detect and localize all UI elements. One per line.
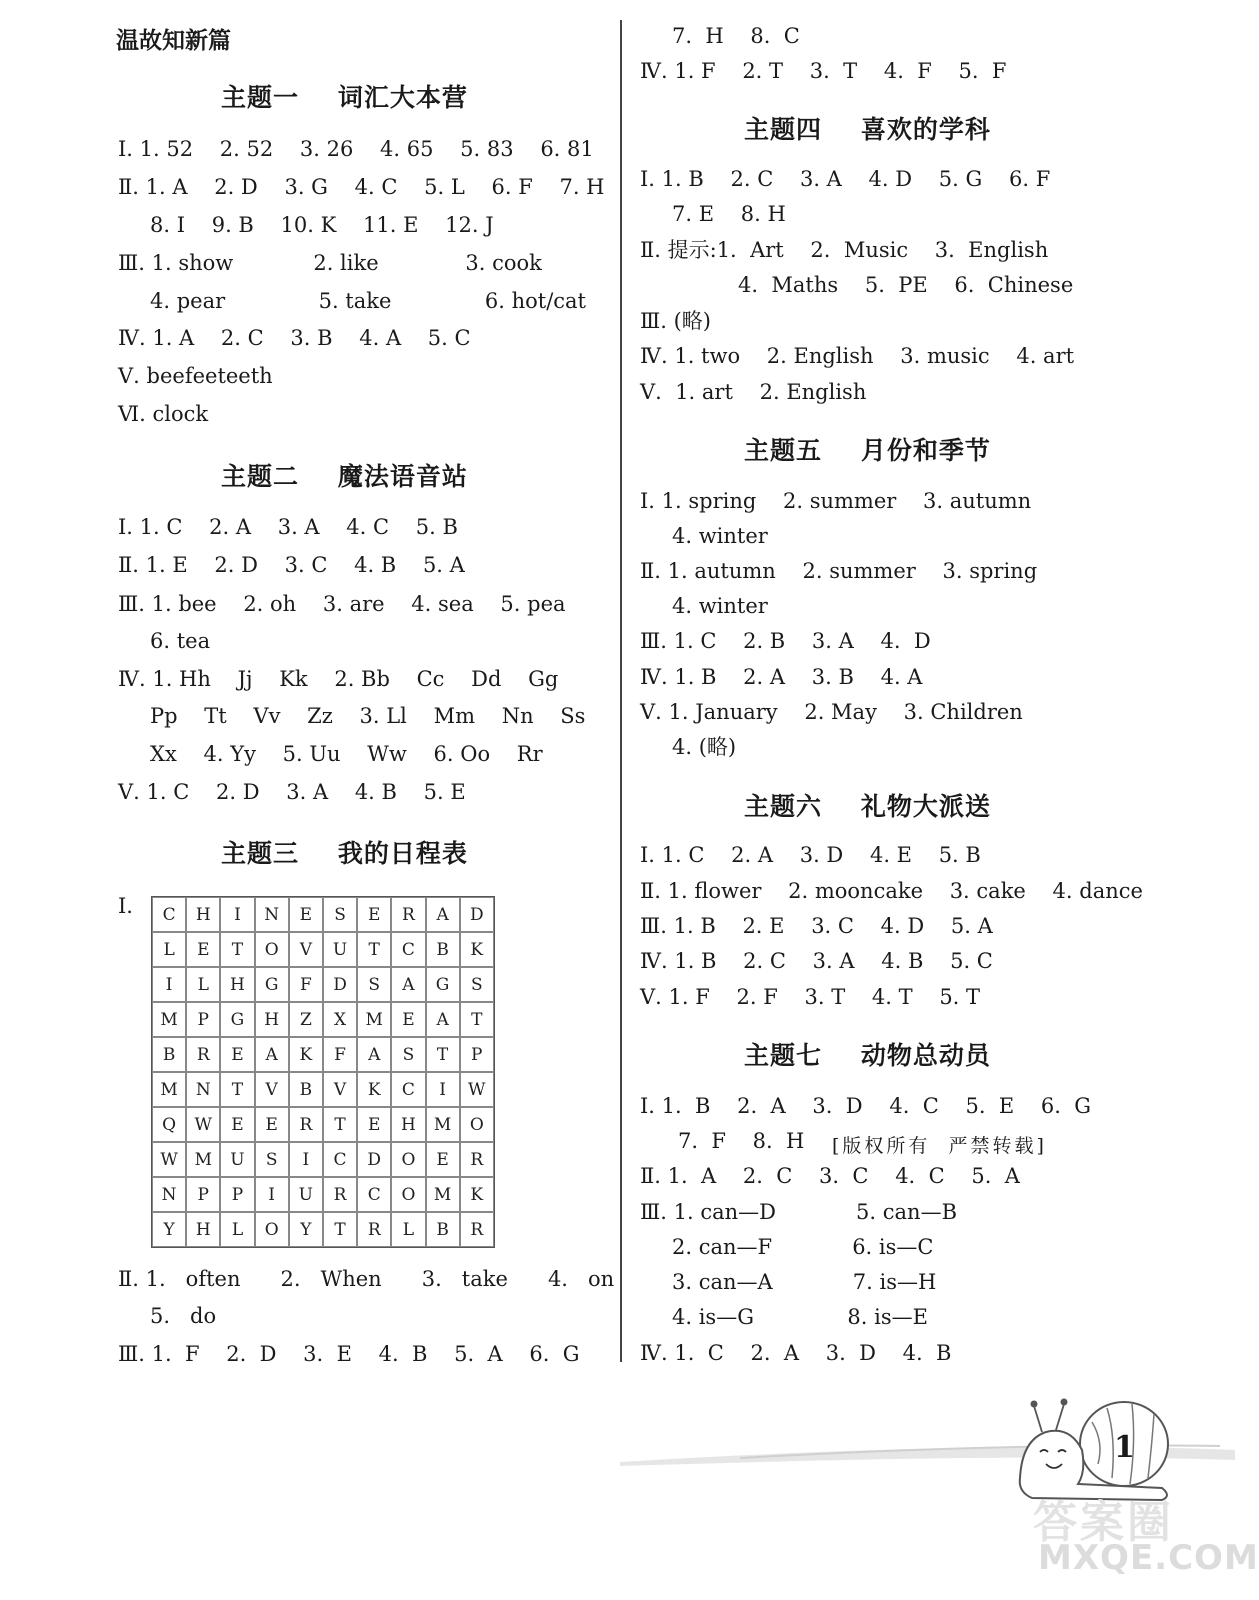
topic1-heading: 主题一 词汇大本营 [221, 83, 468, 112]
grid-cell: O [255, 1212, 289, 1247]
grid-cell: P [220, 1177, 254, 1212]
grid-cell: E [357, 897, 391, 932]
grid-cell: N [152, 1177, 186, 1212]
grid-cell: T [460, 1002, 494, 1037]
watermark-url: MXQE.COM [1038, 1538, 1259, 1578]
answer-line: 4. pear 5. take 6. hot/cat [150, 289, 586, 313]
grid-cell: N [186, 1072, 220, 1107]
grid-cell: M [357, 1002, 391, 1037]
answer-line: Ⅳ. 1. B 2. C 3. A 4. B 5. C [640, 949, 993, 973]
grid-cell: M [152, 1072, 186, 1107]
grid-cell: E [426, 1142, 460, 1177]
grid-cell: Y [152, 1212, 186, 1247]
answer-line: 4. is—G 8. is—E [672, 1305, 928, 1329]
grid-cell: T [220, 1072, 254, 1107]
grid-cell: E [357, 1107, 391, 1142]
grid-cell: T [323, 1212, 357, 1247]
grid-cell: E [255, 1107, 289, 1142]
grid-cell: I [152, 967, 186, 1002]
topic4-heading: 主题四 喜欢的学科 [744, 115, 991, 144]
grid-cell: W [460, 1072, 494, 1107]
answer-line: 8. I 9. B 10. K 11. E 12. J [150, 213, 494, 237]
grid-cell: I [289, 1142, 323, 1177]
grid-cell: O [460, 1107, 494, 1142]
grid-cell: G [255, 967, 289, 1002]
answer-line: Ⅱ. 提示:1. Art 2. Music 3. English [640, 238, 1049, 262]
answer-line: Ⅲ. 1. show 2. like 3. cook [118, 251, 542, 275]
answer-line: Xx 4. Yy 5. Uu Ww 6. Oo Rr [150, 742, 543, 766]
answer-line: Ⅳ. 1. two 2. English 3. music 4. art [640, 344, 1075, 368]
grid-cell: W [152, 1142, 186, 1177]
section-label: 温故知新篇 [116, 28, 231, 54]
grid-cell: S [391, 1037, 425, 1072]
grid-cell: Z [289, 1002, 323, 1037]
answer-line: Ⅱ. 1. flower 2. mooncake 3. cake 4. dance [640, 879, 1143, 903]
answer-line: Ⅳ. 1. A 2. C 3. B 4. A 5. C [118, 326, 471, 350]
answer-line: Ⅳ. 1. F 2. T 3. T 4. F 5. F [640, 59, 1007, 83]
grid-cell: T [357, 932, 391, 967]
grid-cell: R [186, 1037, 220, 1072]
grid-cell: V [289, 932, 323, 967]
answer-line: Ⅳ. 1. Hh Jj Kk 2. Bb Cc Dd Gg [118, 667, 559, 691]
grid-cell: D [323, 967, 357, 1002]
grid-cell: H [255, 1002, 289, 1037]
answer-line: 4. winter [672, 594, 768, 618]
grid-cell: T [220, 932, 254, 967]
answer-line: Ⅱ. 1. autumn 2. summer 3. spring [640, 559, 1038, 583]
answer-line: Ⅰ. 1. 52 2. 52 3. 26 4. 65 5. 83 6. 81 [118, 137, 594, 161]
topic3-heading: 主题三 我的日程表 [221, 839, 468, 868]
grid-cell: H [391, 1107, 425, 1142]
answer-line: Ⅲ. 1. can—D 5. can—B [640, 1200, 958, 1224]
grid-cell: C [391, 932, 425, 967]
grid-cell: K [460, 932, 494, 967]
grid-cell: A [357, 1037, 391, 1072]
grid-cell: C [323, 1142, 357, 1177]
word-search-grid [151, 896, 495, 1248]
grid-cell: R [460, 1212, 494, 1247]
grid-cell: E [220, 1037, 254, 1072]
grid-cell: V [323, 1072, 357, 1107]
answer-line: Ⅴ. beefeeteeth [118, 364, 273, 388]
grid-cell: U [323, 932, 357, 967]
grid-cell: B [289, 1072, 323, 1107]
grid-cell: I [426, 1072, 460, 1107]
answer-line: 6. tea [150, 629, 211, 653]
answer-line: Ⅴ. 1. F 2. F 3. T 4. T 5. T [640, 985, 981, 1009]
grid-cell: B [426, 932, 460, 967]
grid-cell: R [323, 1177, 357, 1212]
grid-cell: H [186, 897, 220, 932]
grid-cell: O [391, 1142, 425, 1177]
answer-line: Pp Tt Vv Zz 3. Ll Mm Nn Ss [150, 704, 586, 728]
grid-cell: T [323, 1107, 357, 1142]
grid-cell: D [357, 1142, 391, 1177]
grid-cell: E [220, 1107, 254, 1142]
page-number: 1 [1114, 1430, 1135, 1465]
answer-line: Ⅱ. 1. A 2. C 3. C 4. C 5. A [640, 1164, 1020, 1188]
answer-line: Ⅴ. 1. C 2. D 3. A 4. B 5. E [118, 780, 466, 804]
answer-line: 3. can—A 7. is—H [672, 1270, 937, 1294]
answer-line: Ⅵ. clock [118, 402, 209, 426]
copyright-notice: [版权所有 严禁转载] [832, 1135, 1047, 1157]
grid-cell: V [255, 1072, 289, 1107]
answer-line: Ⅱ. 1. A 2. D 3. G 4. C 5. L 6. F 7. H [118, 175, 605, 199]
grid-cell: S [460, 967, 494, 1002]
grid-cell: M [426, 1107, 460, 1142]
answer-line: Ⅰ. 1. C 2. A 3. A 4. C 5. B [118, 515, 458, 539]
answer-line: Ⅴ. 1. January 2. May 3. Children [640, 700, 1023, 724]
answer-line: Ⅰ. 1. spring 2. summer 3. autumn [640, 489, 1032, 513]
answer-line: Ⅲ. (略) [640, 309, 711, 333]
grid-cell: A [426, 897, 460, 932]
answer-line: Ⅴ. 1. art 2. English [640, 380, 867, 404]
grid-cell: K [460, 1177, 494, 1212]
watermark-text: 答案圈 [1033, 1497, 1174, 1548]
grid-cell: S [357, 967, 391, 1002]
grid-cell: B [426, 1212, 460, 1247]
answer-line: Ⅲ. 1. C 2. B 3. A 4. D [640, 629, 931, 653]
answer-line: Ⅲ. 1. B 2. E 3. C 4. D 5. A [640, 914, 993, 938]
grid-cell: R [391, 897, 425, 932]
grid-cell: P [186, 1177, 220, 1212]
grid-cell: H [186, 1212, 220, 1247]
grid-cell: Y [289, 1212, 323, 1247]
grid-cell: G [426, 967, 460, 1002]
grid-cell: S [323, 897, 357, 932]
answer-line: Ⅰ. 1. C 2. A 3. D 4. E 5. B [640, 843, 981, 867]
answer-line: Ⅳ. 1. B 2. A 3. B 4. A [640, 665, 923, 689]
answer-line: 7. H 8. C [672, 24, 800, 48]
grid-cell: E [186, 932, 220, 967]
grid-cell: L [220, 1212, 254, 1247]
grid-cell: E [289, 897, 323, 932]
grid-cell: G [220, 1002, 254, 1037]
answer-line: Ⅲ. 1. bee 2. oh 3. are 4. sea 5. pea [118, 592, 566, 616]
grid-cell: H [220, 967, 254, 1002]
topic5-heading: 主题五 月份和季节 [744, 436, 991, 465]
answer-line: Ⅲ. 1. F 2. D 3. E 4. B 5. A 6. G [118, 1342, 580, 1366]
grid-cell: C [391, 1072, 425, 1107]
roman-numeral: Ⅰ. [118, 894, 133, 918]
grid-cell: I [220, 897, 254, 932]
answer-line: Ⅱ. 1. often 2. When 3. take 4. on [118, 1267, 615, 1291]
grid-cell: T [426, 1037, 460, 1072]
grid-cell: S [255, 1142, 289, 1177]
grid-cell: A [426, 1002, 460, 1037]
grid-cell: R [460, 1142, 494, 1177]
answer-line: Ⅰ. 1. B 2. A 3. D 4. C 5. E 6. G [640, 1094, 1092, 1118]
grid-cell: Q [152, 1107, 186, 1142]
answer-line: 7. F 8. H [678, 1129, 805, 1153]
grid-cell: X [323, 1002, 357, 1037]
grid-cell: P [460, 1037, 494, 1072]
answer-line: 4. winter [672, 524, 768, 548]
grid-cell: F [323, 1037, 357, 1072]
grid-cell: A [255, 1037, 289, 1072]
answer-line: 4. Maths 5. PE 6. Chinese [738, 273, 1074, 297]
topic6-heading: 主题六 礼物大派送 [744, 792, 991, 821]
grid-cell: C [357, 1177, 391, 1212]
grid-cell: P [186, 1002, 220, 1037]
grid-cell: R [357, 1212, 391, 1247]
grid-cell: N [255, 897, 289, 932]
grid-cell: K [289, 1037, 323, 1072]
grid-cell: M [186, 1142, 220, 1177]
grid-cell: A [391, 967, 425, 1002]
grid-cell: L [391, 1212, 425, 1247]
grid-cell: E [391, 1002, 425, 1037]
grid-cell: O [255, 932, 289, 967]
grid-cell: I [255, 1177, 289, 1212]
grid-cell: F [289, 967, 323, 1002]
answer-line: 2. can—F 6. is—C [672, 1235, 934, 1259]
grid-cell: M [152, 1002, 186, 1037]
grid-cell: R [289, 1107, 323, 1142]
answer-line: 5. do [150, 1304, 217, 1328]
grid-cell: L [152, 932, 186, 967]
answer-line: Ⅱ. 1. E 2. D 3. C 4. B 5. A [118, 553, 465, 577]
topic7-heading: 主题七 动物总动员 [744, 1041, 991, 1070]
grid-cell: D [460, 897, 494, 932]
grid-cell: U [220, 1142, 254, 1177]
topic2-heading: 主题二 魔法语音站 [221, 462, 468, 491]
grid-cell: O [391, 1177, 425, 1212]
answer-line: Ⅰ. 1. B 2. C 3. A 4. D 5. G 6. F [640, 167, 1051, 191]
answer-line: 7. E 8. H [672, 202, 786, 226]
grid-cell: W [186, 1107, 220, 1142]
grid-cell: C [152, 897, 186, 932]
answer-line: Ⅳ. 1. C 2. A 3. D 4. B [640, 1341, 952, 1365]
grid-cell: B [152, 1037, 186, 1072]
grid-cell: U [289, 1177, 323, 1212]
grid-cell: M [426, 1177, 460, 1212]
answer-line: 4. (略) [672, 735, 737, 759]
column-divider [620, 20, 622, 1362]
grid-cell: L [186, 967, 220, 1002]
grid-cell: K [357, 1072, 391, 1107]
